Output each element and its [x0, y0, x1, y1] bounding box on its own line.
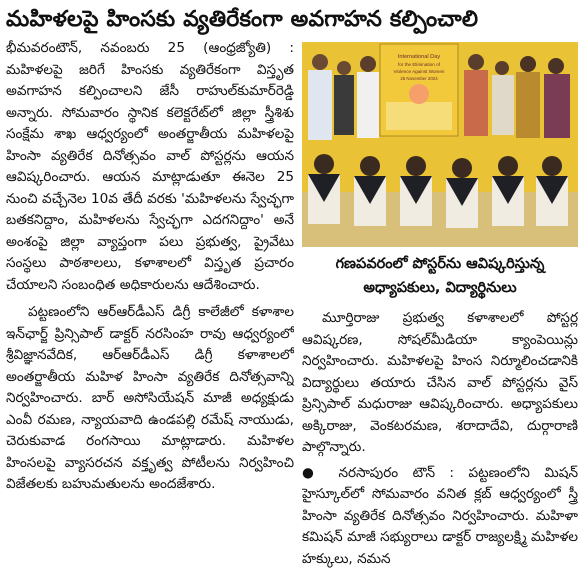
article-paragraph-2: పట్టణంలోని ఆర్‌ఆర్‌డీఎస్ డిగ్రీ కాలేజీలో కళాశాల ఇన్‌ఛార్జ్ ప్రిన్సిపాల్ డాక్టర్ నరసింహ రావు ఆధ్వర్యంలో శ్రీవిజ్ఞానవేదిక, ఆర్‌ఆర్‌డీఎస్ డిగ్రీ కళాశాలలో అంతర్జాతీయ మహిళ హింసా వ్యతిరేక దినోత్సవాన్ని నిర్వహించారు. బార్ అసోసియేషన్ మాజీ అధ్యక్షుడు ఎంవీ రమణ, న్యాయవాది ఉండపల్లి రమేష్ నాయుడు, చెరుకువాడ రంగసాయి మాట్లాడారు. మహిళల హింసలపై వ్యాసరచన వక్తృత్వ పోటీలను నిర్వహించి విజేతలకు బహుమతులను అందజేశారు. — [6, 304, 294, 492]
article-left-column — [6, 38, 294, 578]
article-paragraph-1: భీమవరంటౌన్, నవంబరు 25 (ఆంధ్రజ్యోతి) : మహిళలపై జరిగే హింసకు వ్యతిరేకంగా విస్తృత అవగాహన కల్పించాలని జేసీ రాహుల్‌కుమార్‌రెడ్డి అన్నారు. సోమవారం స్థానిక కలెక్టరేట్‌లో జిల్లా స్త్రీశిశు సంక్షేమ శాఖ ఆధ్వర్యంలో అంతర్జాతీయ మహిళలపై హింసా వ్యతిరేక దినోత్సవం వాల్ పోస్టర్లను ఆయన ఆవిష్కరించారు. ఆయన మాట్లాడుతూ ఈనెల 25 నుంచి వచ్చేనెల 10వ తేదీ వరకు 'మహిళలను స్వేచ్ఛగా బతకనిద్దాం, మహిళలను స్వేచ్ఛగా ఎదగనిద్దాం' అనే అంశంపై జిల్లా వ్యాప్తంగా పలు ప్రభుత్వ, ప్రైవేటు సంస్థలు పాఠశాలలు, కళాశాలలో విస్తృత ప్రచారం చేయాలని సంబంధిత అధికారులను ఆదేశించారు. — [6, 40, 294, 293]
bullet-icon: ● — [302, 464, 324, 481]
poster-board — [380, 44, 458, 136]
photo-caption-line-2: అధ్యాపకులు, విద్యార్థినులు — [363, 280, 517, 296]
poster-line-3: Violence Against Women — [393, 69, 445, 74]
poster-line-1: International Day — [397, 54, 441, 60]
photo-caption-line-1: గణపవరంలో పోస్టర్‌ను ఆవిష్కరిస్తున్న — [335, 256, 545, 272]
article-paragraph-4 — [302, 463, 578, 571]
event-photo-illustration — [302, 42, 578, 247]
article-headline: మహిళలపై హింసకు వ్యతిరేకంగా అవగాహన కల్పించాలి — [6, 7, 479, 32]
photo-caption — [302, 252, 578, 302]
event-photo — [302, 42, 578, 247]
article-paragraph-4-text: నరసాపురం టౌన్ : పట్టణంలోని మిషన్ హైస్కూల్‌లో సోమవారం వనిత క్లబ్ ఆధ్వర్యంలో స్త్రీ హింసా వ్యతిరేక దినోత్సవం నిర్వహించారు. మహిళా కమిషన్ మాజీ సభ్యురాలు డాక్టర్ రాజ్యలక్ష్మి మహిళల హక్కులు, నమన — [302, 464, 578, 567]
poster-line-4: 25 November 2024 — [400, 76, 438, 81]
poster-line-2: for the Elimination of — [398, 62, 440, 67]
article-paragraph-3: మూర్తిరాజు ప్రభుత్వ కళాశాలలో పోస్టర్ల ఆవిష్కరణ, సోషల్‌మీడియా క్యాంపెయిన్లు నిర్వహించారు. మహిళలపై హింస నిర్మూలించడానికి విద్యార్థులు తయారు చేసిన వాల్ పోస్టర్లను వైస్ ప్రిన్సిపాల్ మధురాజు ఆవిష్కరించారు. అధ్యాపకులు అక్కిరాజు, వెంకటరమణ, శరాదాదేవి, దుర్గారాణి పాల్గొన్నారు. — [302, 310, 578, 455]
article-right-column — [302, 308, 578, 578]
